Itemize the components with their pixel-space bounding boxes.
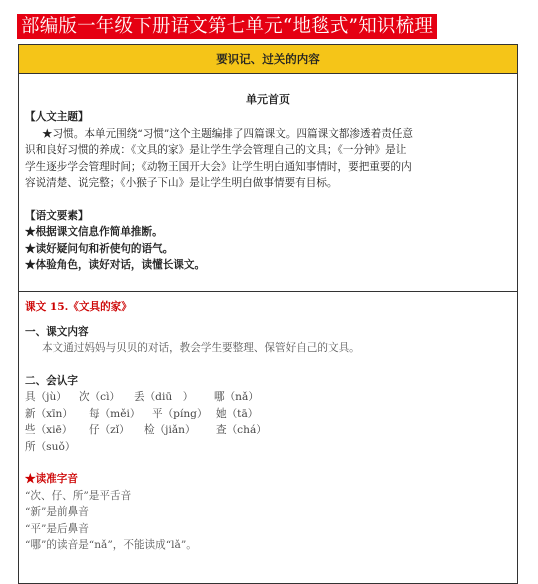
lesson-section bbox=[19, 292, 517, 554]
pronunciation-line: “哪”的读音是“nǎ”，不能读成“lǎ”。 bbox=[25, 539, 197, 551]
char-row bbox=[25, 439, 511, 456]
knowledge-sheet bbox=[18, 44, 518, 584]
unit-overview-section bbox=[19, 74, 517, 292]
theme-line: 识和良好习惯的养成：《文具的家》是让学生学会管理自己的文具；《一分钟》是让 bbox=[25, 144, 407, 156]
char-item: 每（měi） bbox=[89, 407, 141, 420]
element-item: ★体验角色，读好对话，读懂长课文。 bbox=[25, 259, 206, 271]
pronunciation-line: “平”是后鼻音 bbox=[25, 522, 89, 535]
char-item: 所（suǒ） bbox=[25, 440, 76, 453]
pronunciation-heading: ★读准字音 bbox=[25, 473, 78, 485]
element-item: ★读好疑问句和祈使句的语气。 bbox=[25, 242, 174, 255]
pronunciation-line: “新”是前鼻音 bbox=[25, 506, 89, 518]
char-row bbox=[25, 389, 511, 406]
char-item: 查（chá） bbox=[216, 424, 267, 436]
char-row bbox=[25, 406, 511, 423]
element-item: ★根据课文信息作简单推断。 bbox=[25, 226, 163, 238]
char-item: 具（jù） bbox=[25, 391, 67, 403]
char-row bbox=[25, 422, 511, 439]
char-item: 哪（nǎ） bbox=[214, 391, 259, 403]
char-item: 些（xiē） bbox=[25, 424, 73, 436]
char-item: 检（jiǎn） bbox=[144, 424, 196, 436]
char-item: 仔（zǐ） bbox=[89, 424, 130, 436]
theme-line: 容说清楚、说完整；《小猴子下山》是让学生明白做事情要有目标。 bbox=[25, 177, 338, 189]
theme-line: ★习惯。本单元围绕“习惯”这个主题编排了四篇课文。四篇课文都渗透着责任意 bbox=[41, 127, 413, 140]
pronunciation-line: “次、仔、所”是平舌音 bbox=[25, 489, 132, 502]
theme-heading: 【人文主题】 bbox=[25, 111, 89, 123]
char-item: 她（tā） bbox=[216, 407, 259, 420]
page-banner-title: 部编版一年级下册语文第七单元“地毯式”知识梳理 bbox=[17, 14, 437, 39]
theme-line: 学生逐步学会管理时间；《动物王国开大会》让学生明白通知事情时，要把重要的内 bbox=[25, 160, 412, 173]
char-item: 平（píng） bbox=[152, 407, 208, 420]
char-item: 新（xīn） bbox=[25, 407, 73, 420]
elements-heading: 【语文要素】 bbox=[25, 209, 89, 222]
unit-title: 单元首页 bbox=[246, 93, 290, 106]
char-item: 丢（diū ） bbox=[134, 391, 194, 403]
content-text: 本文通过妈妈与贝贝的对话，教会学生要整理、保管好自己的文具。 bbox=[41, 342, 360, 354]
sheet-header: 要识记、过关的内容 bbox=[19, 45, 517, 74]
char-item: 次（cì） bbox=[79, 391, 121, 403]
chars-heading: 二、会认字 bbox=[25, 374, 78, 387]
lesson-title: 课文 15.《文具的家》 bbox=[25, 301, 132, 313]
content-heading: 一、课文内容 bbox=[25, 325, 89, 338]
